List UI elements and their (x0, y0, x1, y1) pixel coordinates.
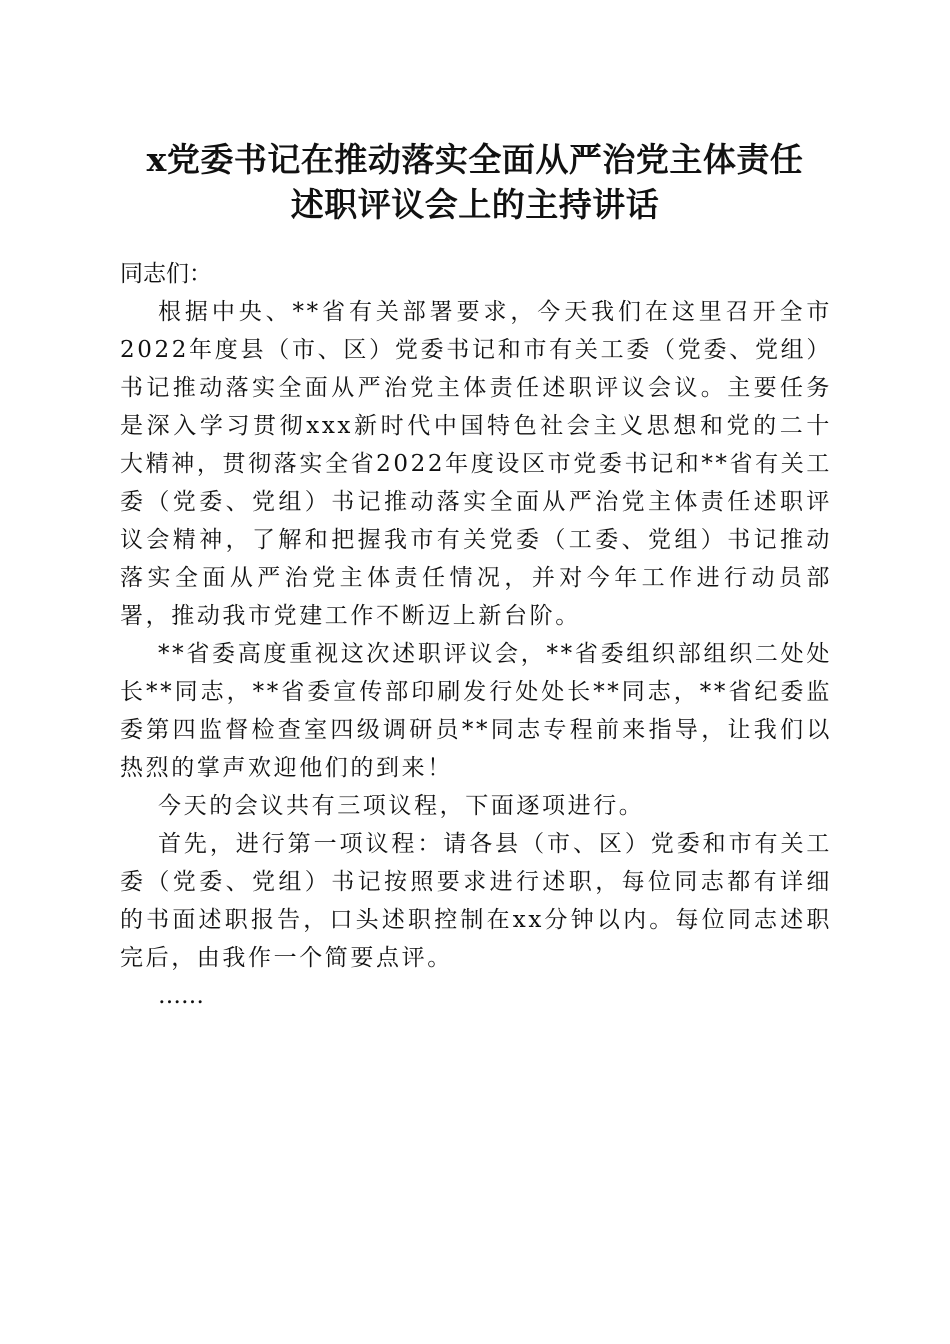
salutation: 同志们： (120, 261, 212, 287)
document-body (120, 255, 832, 1015)
document-title-line-1: x党委书记在推动落实全面从严治党主体责任 (146, 140, 804, 179)
ellipsis: …… (158, 983, 204, 1009)
paragraph-first-item: 首先，进行第一项议程：请各县（市、区）党委和市有关工委（党委、党组）书记按照要求进行述职，每位同志都有详细的书面述职报告，口头述职控制在xx分钟以内。每位同志述职完后，由我作一个简要点评。 (120, 831, 832, 971)
document-title-line-2: 述职评议会上的主持讲话 (290, 185, 660, 224)
paragraph-guests: **省委高度重视这次述职评议会，**省委组织部组织二处处长**同志，**省委宣传部印刷发行处处长**同志，**省纪委监委第四监督检查室四级调研员**同志专程前来指导，让我们以热烈的掌声欢迎他们的到来！ (120, 641, 832, 781)
paragraph-opening: 根据中央、**省有关部署要求，今天我们在这里召开全市2022年度县（市、区）党委书记和市有关工委（党委、党组）书记推动落实全面从严治党主体责任述职评议会议。主要任务是深入学习贯彻xxx新时代中国特色社会主义思想和党的二十大精神，贯彻落实全省2022年度设区市党委书记和**省有关工委（党委、党组）书记推动落实全面从严治党主体责任述职评议会精神，了解和把握我市有关党委（工委、党组）书记推动落实全面从严治党主体责任情况，并对今年工作进行动员部署，推动我市党建工作不断迈上新台阶。 (120, 299, 832, 629)
paragraph-agenda: 今天的会议共有三项议程，下面逐项进行。 (158, 793, 645, 819)
